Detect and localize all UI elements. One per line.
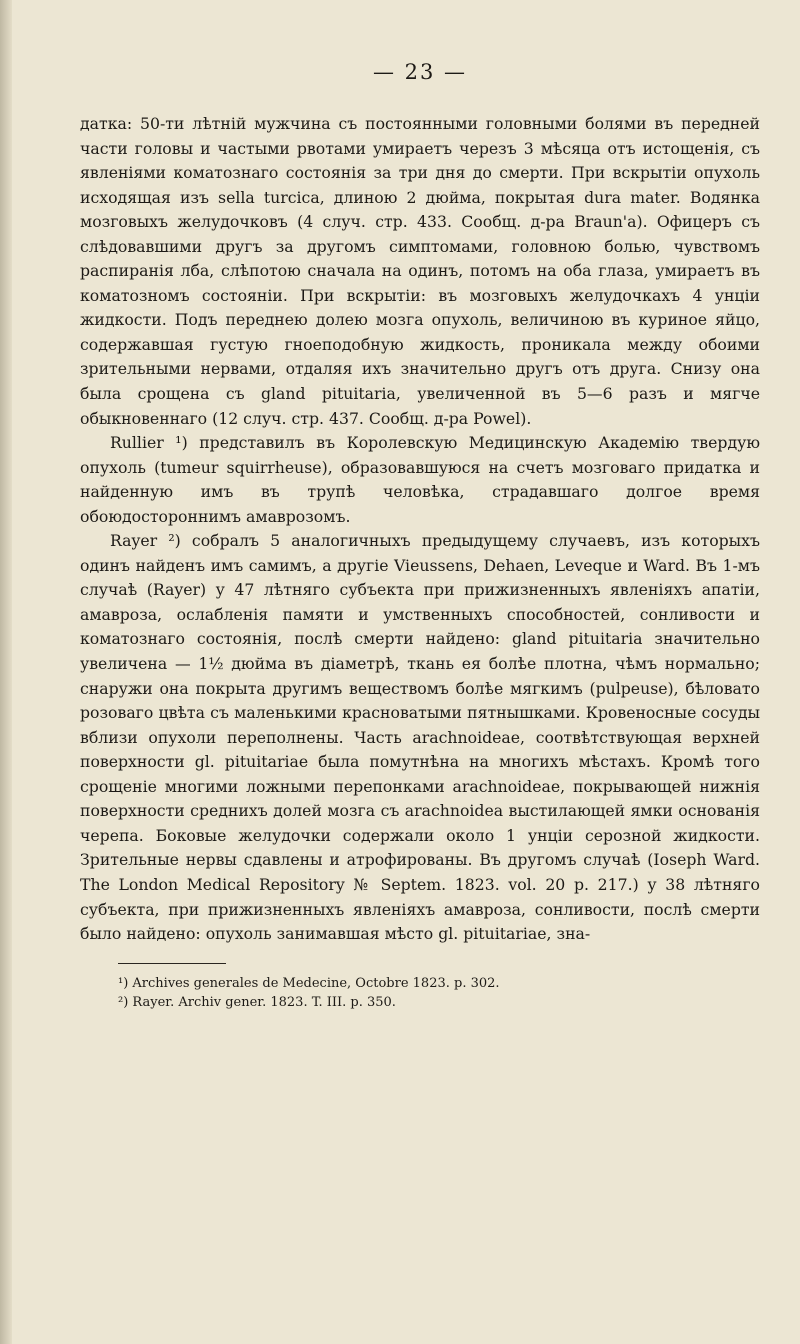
footnotes	[80, 974, 760, 1012]
footnote-1: ¹) Archives generales de Medecine, Octobre 1823. p. 302.	[118, 975, 500, 991]
body-text	[80, 112, 760, 947]
paragraph-rullier: Rullier ¹) представилъ въ Королевскую Медицинскую Академію твердую опухоль (tumeur squirrheuse), образовавшуюся на счетъ мозговаго придатка и найденную имъ въ трупѣ человѣка, страдавшаго долгое время обоюдостороннимъ амаврозомъ.	[80, 433, 760, 526]
paragraph-continuation: датка: 50-ти лѣтній мужчина съ постоянными головными болями въ передней части головы и частыми рвотами умираетъ черезъ 3 мѣсяца отъ истощенія, съ явленіями коматознаго состоянія за три дня до смерти. При вскрытіи опухоль исходящая изъ sella turcica, длиною 2 дюйма, покрытая dura mater. Водянка мозговыхъ желудочковъ (4 случ. стр. 433. Сообщ. д-ра Braun'a). Офицеръ съ слѣдовавшими другъ за другомъ симптомами, головною болью, чувствомъ распиранія лба, слѣпотою сначала на одинъ, потомъ на оба глаза, умираетъ въ коматозномъ состояніи. При вскрытіи: въ мозговыхъ желудочкахъ 4 унціи жидкости. Подъ переднею долею мозга опухоль, величиною въ куриное яйцо, содержавшая густую гноеподобную жидкость, проникала между обоими зрительными нервами, отдаляя ихъ значительно другъ отъ друга. Снизу она была срощена съ gland pituitaria, увеличенной въ 5—6 разъ и мягче обыкновеннаго (12 случ. стр. 437. Сообщ. д-ра Powel).	[80, 114, 760, 428]
book-page	[80, 60, 760, 1012]
page-binding-edge	[0, 0, 12, 1344]
footnote-2: ²) Rayer. Archiv gener. 1823. T. III. p. 350.	[118, 994, 396, 1010]
paragraph-rayer: Rayer ²) собралъ 5 аналогичныхъ предыдущему случаевъ, изъ которыхъ одинъ найденъ имъ самимъ, а другіе Vieussens, Dehaen, Leveque и Ward. Въ 1-мъ случаѣ (Rayer) у 47 лѣтняго субъекта при прижизненныхъ явленіяхъ апатіи, амавроза, ослабленія памяти и умственныхъ способностей, сонливости и коматознаго состоянія, послѣ смерти найдено: gland pituitaria значительно увеличена — 1½ дюйма въ діаметрѣ, ткань ея болѣе плотна, чѣмъ нормально; снаружи она покрыта другимъ веществомъ болѣе мягкимъ (pulpeuse), бѣловато розоваго цвѣта съ маленькими красноватыми пятнышками. Кровеносные сосуды вблизи опухоли переполнены. Часть arachnoideae, соотвѣтствующая верхней поверхности gl. pituitariae была помутнѣна на многихъ мѣстахъ. Кромѣ того срощеніе многими ложными перепонками arachnoideae, покрывающей нижнія поверхности среднихъ долей мозга съ arachnoidea выстилающей ямки основанія черепа. Боковые желудочки содержали около 1 унціи серозной жидкости. Зрительные нервы сдавлены и атрофированы. Въ другомъ случаѣ (Ioseph Ward. The London Medical Repository № Septem. 1823. vol. 20 p. 217.) у 38 лѣтняго субъекта, при прижизненныхъ явленіяхъ амавроза, сонливости, послѣ смерти было найдено: опухоль занимавшая мѣсто gl. pituitariae, зна-	[80, 531, 760, 944]
footnote-divider	[118, 963, 226, 964]
page-number: — 23 —	[372, 60, 468, 84]
